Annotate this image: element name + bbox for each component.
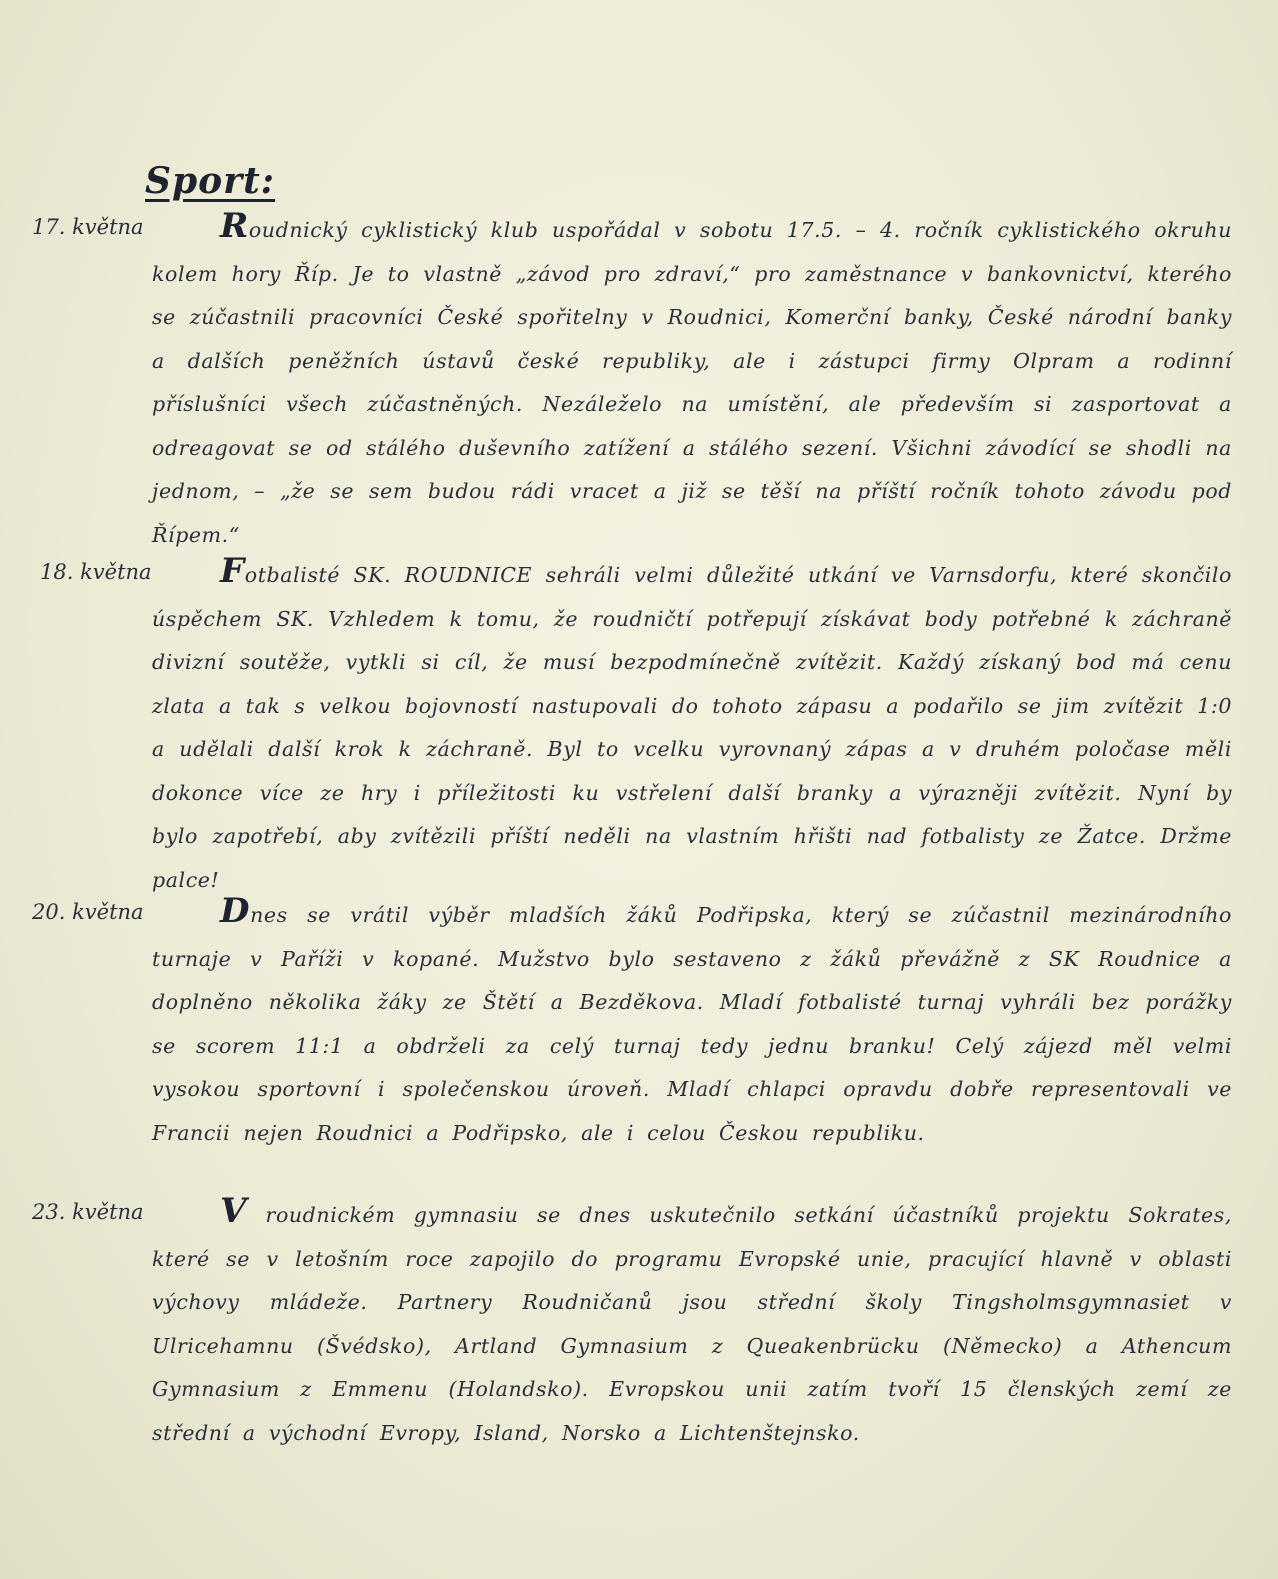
entry-text [152,1191,1232,1455]
entry-date: 17. května [32,215,144,239]
entry-date: 18. května [40,560,152,584]
entry-initial: F [220,551,245,591]
entry-body: roudnickém gymnasiu se dnes uskutečnilo setkání účastníků projektu Sokrates, které se v letošním roce zapojilo do programu Evropské unie, pracující hlavně v oblasti výchovy mládeže. Partnery Roudničanů jsou střední školy Tingsholmsgymnasiet v Ulricehamnu (Švédsko), Artland Gymnasium z Queakenbrücku (Německo) a Athencum Gymnasium z Emmenu (Holandsko). Evropskou unii zatím tvoří 15 členských zemí ze střední a východní Evropy, Island, Norsko a Lichtenštejnsko. [152,1203,1232,1445]
entry-text [152,206,1232,557]
page-heading: Sport: [145,160,276,202]
entry-date: 23. května [32,1200,144,1224]
entry-initial: D [220,891,251,931]
entry-text [152,891,1232,1155]
entry-text [152,551,1232,902]
entry-body: otbalisté SK. ROUDNICE sehráli velmi důležité utkání ve Varnsdorfu, které skončilo úspěchem SK. Vzhledem k tomu, že roudničtí potřepují získávat body potřebné k záchraně divizní soutěže, vytkli si cíl, že musí bezpodmínečně zvítězit. Každý získaný bod má cenu zlata a tak s velkou bojovností nastupovali do tohoto zápasu a podařilo se jim zvítězit 1:0 a udělali další krok k záchraně. Byl to vcelku vyrovnaný zápas a v druhém poločase měli dokonce více ze hry i příležitosti ku vstřelení další branky a výrazněji zvítězit. Nyní by bylo zapotřebí, aby zvítězili příští neděli na vlastním hřišti nad fotbalisty ze Žatce. Držme palce! [152,563,1232,892]
entry-initial: R [220,206,249,246]
entry-initial: V [220,1191,247,1231]
entry-body: nes se vrátil výběr mladších žáků Podřipska, který se zúčastnil mezinárodního turnaje v Paříži v kopané. Mužstvo bylo sestaveno z žáků převážně z SK Roudnice a doplněno několika žáky ze Štětí a Bezděkova. Mladí fotbalisté turnaj vyhráli bez porážky se scorem 11:1 a obdrželi za celý turnaj tedy jednu branku! Celý zájezd měl velmi vysokou sportovní i společenskou úroveň. Mladí chlapci opravdu dobře representovali ve Francii nejen Roudnici a Podřipsko, ale i celou Českou republiku. [152,903,1232,1145]
entry-body: oudnický cyklistický klub uspořádal v sobotu 17.5. – 4. ročník cyklistického okruhu kolem hory Říp. Je to vlastně „závod pro zdraví,“ pro zaměstnance v bankovnictví, kterého se zúčastnili pracovníci České spořitelny v Roudnici, Komerční banky, České národní banky a dalších peněžních ústavů české republiky, ale i zástupci firmy Olpram a rodinní příslušníci všech zúčastněných. Nezáleželo na umístění, ale především si zasportovat a odreagovat se od stálého duševního zatížení a stálého sezení. Všichni závodící se shodli na jednom, – „že se sem budou rádi vracet a již se těší na příští ročník tohoto závodu pod Řípem.“ [152,218,1232,547]
entry-date: 20. května [32,900,144,924]
